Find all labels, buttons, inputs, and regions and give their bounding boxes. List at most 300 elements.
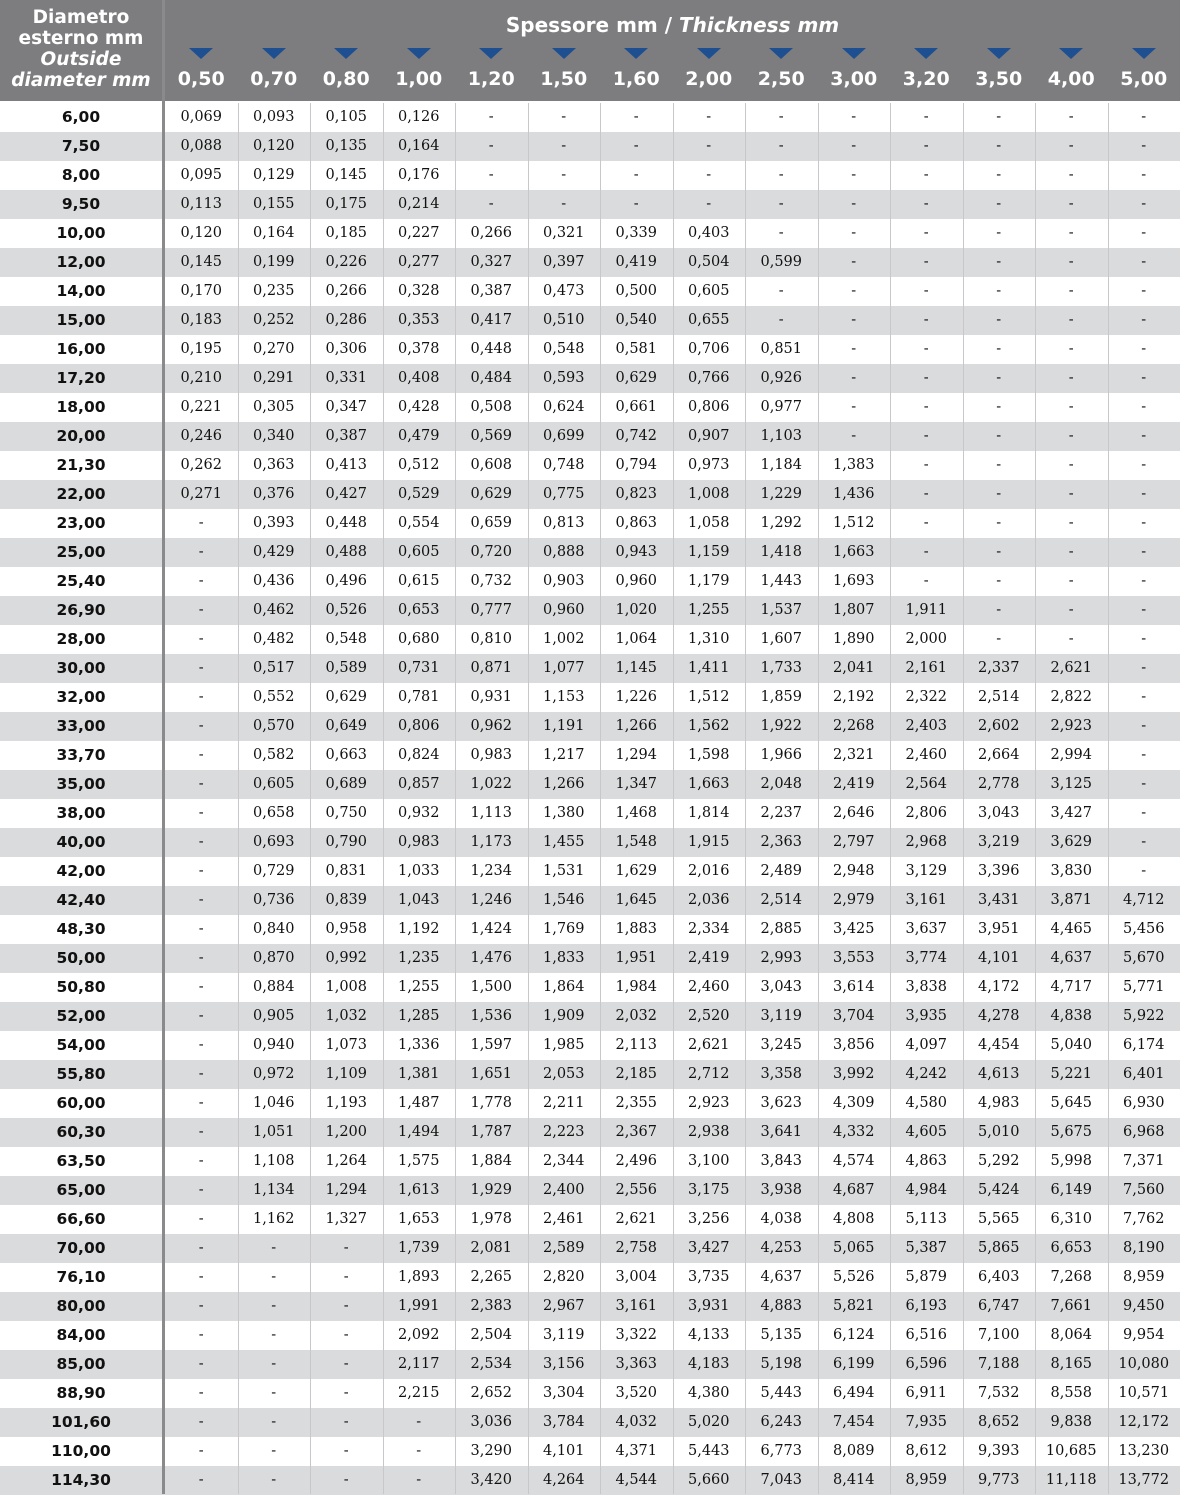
thickness-arrow-icon bbox=[914, 48, 938, 59]
weight-cell: 1,058 bbox=[673, 509, 746, 538]
weight-cell: 4,183 bbox=[673, 1350, 746, 1379]
thickness-arrow-icon bbox=[189, 48, 213, 59]
weight-cell: 0,972 bbox=[238, 1060, 311, 1089]
weight-cell: 0,195 bbox=[165, 335, 238, 364]
weight-cell: 6,124 bbox=[818, 1321, 891, 1350]
weight-cell: 4,097 bbox=[890, 1031, 963, 1060]
weight-cell: 0,176 bbox=[383, 161, 456, 190]
weight-cell: - bbox=[165, 1176, 238, 1205]
weight-cell: 0,363 bbox=[238, 451, 311, 480]
weight-cell: 2,265 bbox=[455, 1263, 528, 1292]
weight-cell: 1,077 bbox=[528, 654, 601, 683]
weight-cell: - bbox=[1108, 596, 1180, 625]
weight-cell: 3,161 bbox=[600, 1292, 673, 1321]
weight-cell: 2,923 bbox=[673, 1089, 746, 1118]
weight-cell: 2,081 bbox=[455, 1234, 528, 1263]
weight-cell: - bbox=[673, 132, 746, 161]
weight-cell: 0,962 bbox=[455, 712, 528, 741]
weight-cell: - bbox=[310, 1437, 383, 1466]
weight-cell: 0,529 bbox=[383, 480, 456, 509]
weight-cell: 0,271 bbox=[165, 480, 238, 509]
weight-cell: - bbox=[1108, 132, 1180, 161]
outside-diameter-cell: 66,60 bbox=[0, 1205, 162, 1234]
weight-cell: 1,294 bbox=[600, 741, 673, 770]
weight-cell: - bbox=[455, 132, 528, 161]
weight-cell: 0,164 bbox=[238, 219, 311, 248]
weight-cell: - bbox=[890, 132, 963, 161]
thickness-column-header: 1,00 bbox=[383, 68, 455, 90]
weight-cell: 2,355 bbox=[600, 1089, 673, 1118]
weight-cell: 0,126 bbox=[383, 103, 456, 132]
weight-cell: - bbox=[238, 1379, 311, 1408]
table-row bbox=[0, 1321, 1180, 1350]
table-row bbox=[0, 741, 1180, 770]
weight-cell: 1,109 bbox=[310, 1060, 383, 1089]
outside-diameter-cell: 54,00 bbox=[0, 1031, 162, 1060]
weight-cell: 1,153 bbox=[528, 683, 601, 712]
weight-cell: 9,838 bbox=[1035, 1408, 1108, 1437]
weight-cell: 3,304 bbox=[528, 1379, 601, 1408]
weight-cell: 1,217 bbox=[528, 741, 601, 770]
weight-cell: - bbox=[165, 828, 238, 857]
weight-cell: 4,717 bbox=[1035, 973, 1108, 1002]
weight-cell: - bbox=[963, 596, 1036, 625]
weight-cell: 1,909 bbox=[528, 1002, 601, 1031]
weight-cell: 0,328 bbox=[383, 277, 456, 306]
weight-cell: 0,806 bbox=[673, 393, 746, 422]
weight-cell: 1,134 bbox=[238, 1176, 311, 1205]
weight-cell: 0,221 bbox=[165, 393, 238, 422]
weight-cell: 2,979 bbox=[818, 886, 891, 915]
weight-cell: - bbox=[673, 103, 746, 132]
weight-cell: - bbox=[818, 393, 891, 422]
weight-cell: 1,103 bbox=[745, 422, 818, 451]
weight-cell: 1,575 bbox=[383, 1147, 456, 1176]
weight-cell: - bbox=[310, 1379, 383, 1408]
weight-cell: - bbox=[600, 161, 673, 190]
outside-diameter-cell: 12,00 bbox=[0, 248, 162, 277]
weight-cell: 3,219 bbox=[963, 828, 1036, 857]
weight-cell: 0,496 bbox=[310, 567, 383, 596]
table-row bbox=[0, 393, 1180, 422]
weight-cell: 0,570 bbox=[238, 712, 311, 741]
table-row bbox=[0, 335, 1180, 364]
thickness-column-header: 5,00 bbox=[1108, 68, 1180, 90]
weight-cell: 0,794 bbox=[600, 451, 673, 480]
weight-cell: - bbox=[455, 190, 528, 219]
thickness-arrow-icon bbox=[1059, 48, 1083, 59]
weight-cell: 1,192 bbox=[383, 915, 456, 944]
weight-cell: - bbox=[1035, 335, 1108, 364]
weight-cell: 5,565 bbox=[963, 1205, 1036, 1234]
weight-cell: 8,959 bbox=[1108, 1263, 1180, 1292]
weight-cell: 4,332 bbox=[818, 1118, 891, 1147]
table-row bbox=[0, 538, 1180, 567]
weight-cell: - bbox=[1108, 248, 1180, 277]
weight-cell: - bbox=[745, 219, 818, 248]
weight-cell: 1,562 bbox=[673, 712, 746, 741]
weight-cell: 2,712 bbox=[673, 1060, 746, 1089]
weight-cell: - bbox=[238, 1408, 311, 1437]
weight-cell: 0,926 bbox=[745, 364, 818, 393]
weight-cell: - bbox=[890, 393, 963, 422]
weight-cell: 0,693 bbox=[238, 828, 311, 857]
weight-cell: 0,246 bbox=[165, 422, 238, 451]
thickness-arrow-icon bbox=[624, 48, 648, 59]
weight-cell: 4,605 bbox=[890, 1118, 963, 1147]
weight-cell: 4,637 bbox=[1035, 944, 1108, 973]
table-row bbox=[0, 857, 1180, 886]
weight-cell: 1,173 bbox=[455, 828, 528, 857]
weight-cell: 0,960 bbox=[600, 567, 673, 596]
outside-diameter-cell: 55,80 bbox=[0, 1060, 162, 1089]
weight-cell: 5,010 bbox=[963, 1118, 1036, 1147]
weight-cell: 0,649 bbox=[310, 712, 383, 741]
weight-cell: 0,599 bbox=[745, 248, 818, 277]
weight-cell: - bbox=[165, 1147, 238, 1176]
weight-cell: 1,266 bbox=[528, 770, 601, 799]
weight-cell: 0,512 bbox=[383, 451, 456, 480]
weight-cell: 0,517 bbox=[238, 654, 311, 683]
weight-cell: 5,660 bbox=[673, 1466, 746, 1495]
weight-cell: 6,653 bbox=[1035, 1234, 1108, 1263]
outside-diameter-cell: 40,00 bbox=[0, 828, 162, 857]
outside-diameter-cell: 88,90 bbox=[0, 1379, 162, 1408]
weight-cell: 0,479 bbox=[383, 422, 456, 451]
weight-cell: 0,183 bbox=[165, 306, 238, 335]
outside-diameter-cell: 33,00 bbox=[0, 712, 162, 741]
weight-cell: 8,190 bbox=[1108, 1234, 1180, 1263]
weight-cell: 0,931 bbox=[455, 683, 528, 712]
weight-cell: 2,192 bbox=[818, 683, 891, 712]
weight-cell: 3,774 bbox=[890, 944, 963, 973]
weight-cell: 0,888 bbox=[528, 538, 601, 567]
weight-cell: 0,417 bbox=[455, 306, 528, 335]
weight-cell: - bbox=[818, 364, 891, 393]
weight-cell: 4,380 bbox=[673, 1379, 746, 1408]
weight-cell: 0,504 bbox=[673, 248, 746, 277]
weight-cell: - bbox=[238, 1263, 311, 1292]
weight-cell: 2,822 bbox=[1035, 683, 1108, 712]
weight-cell: 5,922 bbox=[1108, 1002, 1180, 1031]
outside-diameter-cell: 6,00 bbox=[0, 103, 162, 132]
weight-cell: 0,806 bbox=[383, 712, 456, 741]
weight-cell: 0,605 bbox=[673, 277, 746, 306]
weight-cell: 2,885 bbox=[745, 915, 818, 944]
weight-cell: 2,161 bbox=[890, 654, 963, 683]
weight-cell: 1,890 bbox=[818, 625, 891, 654]
weight-cell: 4,278 bbox=[963, 1002, 1036, 1031]
weight-cell: 1,064 bbox=[600, 625, 673, 654]
column-divider bbox=[455, 103, 456, 1494]
weight-cell: 2,602 bbox=[963, 712, 1036, 741]
table-row bbox=[0, 1466, 1180, 1495]
weight-cell: 0,484 bbox=[455, 364, 528, 393]
weight-cell: - bbox=[165, 1321, 238, 1350]
weight-cell: 10,080 bbox=[1108, 1350, 1180, 1379]
weight-cell: 2,117 bbox=[383, 1350, 456, 1379]
weight-cell: 0,720 bbox=[455, 538, 528, 567]
weight-cell: 0,629 bbox=[455, 480, 528, 509]
weight-cell: 0,408 bbox=[383, 364, 456, 393]
od-label-line-3: Outside bbox=[0, 49, 162, 70]
weight-cell: - bbox=[165, 1060, 238, 1089]
weight-cell: 6,596 bbox=[890, 1350, 963, 1379]
thickness-column-header: 3,50 bbox=[963, 68, 1035, 90]
weight-cell: 1,179 bbox=[673, 567, 746, 596]
weight-cell: 0,940 bbox=[238, 1031, 311, 1060]
weight-cell: - bbox=[963, 277, 1036, 306]
weight-cell: 9,954 bbox=[1108, 1321, 1180, 1350]
weight-cell: - bbox=[1108, 799, 1180, 828]
thickness-column-header: 3,20 bbox=[890, 68, 962, 90]
weight-cell: 0,448 bbox=[455, 335, 528, 364]
weight-cell: 0,824 bbox=[383, 741, 456, 770]
weight-cell: 1,347 bbox=[600, 770, 673, 799]
weight-cell: 2,797 bbox=[818, 828, 891, 857]
weight-cell: 0,732 bbox=[455, 567, 528, 596]
weight-cell: 1,546 bbox=[528, 886, 601, 915]
weight-cell: - bbox=[1108, 306, 1180, 335]
weight-cell: - bbox=[890, 248, 963, 277]
weight-cell: - bbox=[165, 857, 238, 886]
weight-cell: 5,771 bbox=[1108, 973, 1180, 1002]
weight-cell: 0,235 bbox=[238, 277, 311, 306]
weight-cell: - bbox=[963, 538, 1036, 567]
weight-cell: 1,778 bbox=[455, 1089, 528, 1118]
weight-cell: - bbox=[890, 190, 963, 219]
weight-cell: 1,915 bbox=[673, 828, 746, 857]
outside-diameter-cell: 50,00 bbox=[0, 944, 162, 973]
weight-cell: - bbox=[310, 1263, 383, 1292]
weight-cell: 2,820 bbox=[528, 1263, 601, 1292]
weight-cell: - bbox=[1035, 451, 1108, 480]
weight-cell: 4,883 bbox=[745, 1292, 818, 1321]
weight-cell: 1,607 bbox=[745, 625, 818, 654]
weight-cell: 3,256 bbox=[673, 1205, 746, 1234]
table-row bbox=[0, 1089, 1180, 1118]
weight-cell: 0,427 bbox=[310, 480, 383, 509]
weight-cell: 1,598 bbox=[673, 741, 746, 770]
weight-cell: 0,540 bbox=[600, 306, 673, 335]
weight-cell: - bbox=[890, 219, 963, 248]
weight-cell: - bbox=[890, 306, 963, 335]
weight-cell: 0,135 bbox=[310, 132, 383, 161]
weight-cell: 0,199 bbox=[238, 248, 311, 277]
weight-cell: 1,200 bbox=[310, 1118, 383, 1147]
weight-cell: 3,623 bbox=[745, 1089, 818, 1118]
weight-cell: 5,821 bbox=[818, 1292, 891, 1321]
weight-cell: - bbox=[310, 1408, 383, 1437]
weight-cell: 2,652 bbox=[455, 1379, 528, 1408]
weight-cell: 1,383 bbox=[818, 451, 891, 480]
weight-cell: - bbox=[963, 451, 1036, 480]
weight-cell: 4,613 bbox=[963, 1060, 1036, 1089]
weight-cell: 0,429 bbox=[238, 538, 311, 567]
weight-cell: 3,125 bbox=[1035, 770, 1108, 799]
outside-diameter-cell: 60,30 bbox=[0, 1118, 162, 1147]
od-label-line-4: diameter mm bbox=[0, 70, 162, 91]
weight-cell: 0,436 bbox=[238, 567, 311, 596]
weight-cell: - bbox=[1108, 422, 1180, 451]
weight-cell: 4,637 bbox=[745, 1263, 818, 1292]
weight-cell: 3,938 bbox=[745, 1176, 818, 1205]
weight-cell: 0,069 bbox=[165, 103, 238, 132]
weight-cell: - bbox=[165, 799, 238, 828]
outside-diameter-cell: 84,00 bbox=[0, 1321, 162, 1350]
thickness-arrow-icon bbox=[769, 48, 793, 59]
weight-cell: - bbox=[1035, 277, 1108, 306]
outside-diameter-cell: 21,30 bbox=[0, 451, 162, 480]
weight-cell: 0,790 bbox=[310, 828, 383, 857]
weight-cell: 0,210 bbox=[165, 364, 238, 393]
column-divider bbox=[383, 103, 384, 1494]
thickness-arrow-icon bbox=[987, 48, 1011, 59]
outside-diameter-cell: 20,00 bbox=[0, 422, 162, 451]
weight-cell: 0,164 bbox=[383, 132, 456, 161]
weight-cell: 0,145 bbox=[310, 161, 383, 190]
outside-diameter-cell: 70,00 bbox=[0, 1234, 162, 1263]
weight-cell: 3,843 bbox=[745, 1147, 818, 1176]
weight-cell: 0,839 bbox=[310, 886, 383, 915]
weight-cell: 7,100 bbox=[963, 1321, 1036, 1350]
outside-diameter-cell: 17,20 bbox=[0, 364, 162, 393]
column-divider bbox=[818, 103, 819, 1494]
weight-cell: 5,292 bbox=[963, 1147, 1036, 1176]
weight-cell: 0,851 bbox=[745, 335, 818, 364]
weight-cell: 2,938 bbox=[673, 1118, 746, 1147]
weight-cell: 0,605 bbox=[383, 538, 456, 567]
weight-cell: - bbox=[963, 480, 1036, 509]
weight-cell: 3,420 bbox=[455, 1466, 528, 1495]
thickness-arrow-icon bbox=[334, 48, 358, 59]
weight-cell: - bbox=[1035, 364, 1108, 393]
weight-cell: 0,983 bbox=[455, 741, 528, 770]
weight-cell: 2,564 bbox=[890, 770, 963, 799]
weight-cell: 5,135 bbox=[745, 1321, 818, 1350]
weight-cell: 2,185 bbox=[600, 1060, 673, 1089]
weight-cell: 6,968 bbox=[1108, 1118, 1180, 1147]
weight-cell: 4,133 bbox=[673, 1321, 746, 1350]
weight-cell: 0,482 bbox=[238, 625, 311, 654]
weight-cell: 0,581 bbox=[600, 335, 673, 364]
weight-cell: 3,290 bbox=[455, 1437, 528, 1466]
weight-cell: 1,883 bbox=[600, 915, 673, 944]
weight-cell: 0,488 bbox=[310, 538, 383, 567]
weight-cell: - bbox=[1108, 161, 1180, 190]
weight-cell: 0,548 bbox=[528, 335, 601, 364]
weight-cell: - bbox=[1035, 393, 1108, 422]
weight-cell: 3,358 bbox=[745, 1060, 818, 1089]
weight-cell: - bbox=[890, 103, 963, 132]
weight-cell: 0,419 bbox=[600, 248, 673, 277]
weight-cell: 0,629 bbox=[310, 683, 383, 712]
weight-cell: 0,353 bbox=[383, 306, 456, 335]
weight-cell: 0,960 bbox=[528, 596, 601, 625]
thickness-arrow-icon bbox=[262, 48, 286, 59]
weight-cell: 2,534 bbox=[455, 1350, 528, 1379]
weight-cell: 1,436 bbox=[818, 480, 891, 509]
weight-cell: 0,629 bbox=[600, 364, 673, 393]
weight-cell: 0,548 bbox=[310, 625, 383, 654]
weight-cell: 4,984 bbox=[890, 1176, 963, 1205]
weight-cell: - bbox=[963, 219, 1036, 248]
weight-cell: 1,548 bbox=[600, 828, 673, 857]
outside-diameter-cell: 25,40 bbox=[0, 567, 162, 596]
od-column-divider bbox=[162, 0, 165, 1494]
outside-diameter-cell: 7,50 bbox=[0, 132, 162, 161]
weight-cell: 6,174 bbox=[1108, 1031, 1180, 1060]
table-row bbox=[0, 1379, 1180, 1408]
outside-diameter-cell: 16,00 bbox=[0, 335, 162, 364]
weight-cell: 3,431 bbox=[963, 886, 1036, 915]
weight-cell: 3,614 bbox=[818, 973, 891, 1002]
weight-cell: 0,291 bbox=[238, 364, 311, 393]
weight-cell: 1,468 bbox=[600, 799, 673, 828]
weight-cell: 0,653 bbox=[383, 596, 456, 625]
weight-cell: - bbox=[238, 1321, 311, 1350]
weight-cell: 0,661 bbox=[600, 393, 673, 422]
weight-cell: - bbox=[963, 393, 1036, 422]
weight-cell: 1,833 bbox=[528, 944, 601, 973]
weight-cell: 0,321 bbox=[528, 219, 601, 248]
weight-cell: - bbox=[745, 306, 818, 335]
weight-cell: - bbox=[890, 567, 963, 596]
weight-cell: 3,629 bbox=[1035, 828, 1108, 857]
thickness-arrow-icon bbox=[1132, 48, 1156, 59]
weight-cell: 0,699 bbox=[528, 422, 601, 451]
weight-cell: - bbox=[455, 161, 528, 190]
weight-cell: 3,735 bbox=[673, 1263, 746, 1292]
weight-cell: 1,629 bbox=[600, 857, 673, 886]
weight-cell: 8,652 bbox=[963, 1408, 1036, 1437]
weight-cell: 0,983 bbox=[383, 828, 456, 857]
column-divider bbox=[963, 103, 964, 1494]
weight-cell: 1,929 bbox=[455, 1176, 528, 1205]
weight-cell: 13,772 bbox=[1108, 1466, 1180, 1495]
weight-cell: 1,255 bbox=[673, 596, 746, 625]
weight-cell: 1,663 bbox=[673, 770, 746, 799]
weight-cell: - bbox=[1035, 132, 1108, 161]
outside-diameter-cell: 32,00 bbox=[0, 683, 162, 712]
weight-cell: 0,781 bbox=[383, 683, 456, 712]
weight-cell: 3,951 bbox=[963, 915, 1036, 944]
weight-cell: 3,161 bbox=[890, 886, 963, 915]
weight-cell: 1,032 bbox=[310, 1002, 383, 1031]
weight-cell: - bbox=[383, 1408, 456, 1437]
weight-cell: 1,043 bbox=[383, 886, 456, 915]
weight-cell: - bbox=[818, 277, 891, 306]
weight-cell: 2,758 bbox=[600, 1234, 673, 1263]
weight-cell: 2,923 bbox=[1035, 712, 1108, 741]
weight-cell: 2,514 bbox=[745, 886, 818, 915]
weight-cell: - bbox=[165, 509, 238, 538]
weight-cell: 0,129 bbox=[238, 161, 311, 190]
weight-cell: - bbox=[890, 509, 963, 538]
weight-cell: - bbox=[1108, 190, 1180, 219]
weight-cell: - bbox=[1108, 770, 1180, 799]
thickness-column-header: 2,00 bbox=[673, 68, 745, 90]
weight-cell: 2,646 bbox=[818, 799, 891, 828]
weight-cell: 3,175 bbox=[673, 1176, 746, 1205]
thickness-arrow-icon bbox=[479, 48, 503, 59]
table-row bbox=[0, 712, 1180, 741]
weight-cell: - bbox=[165, 1234, 238, 1263]
weight-cell: 0,663 bbox=[310, 741, 383, 770]
weight-cell: 0,871 bbox=[455, 654, 528, 683]
weight-cell: 2,461 bbox=[528, 1205, 601, 1234]
weight-cell: 0,227 bbox=[383, 219, 456, 248]
